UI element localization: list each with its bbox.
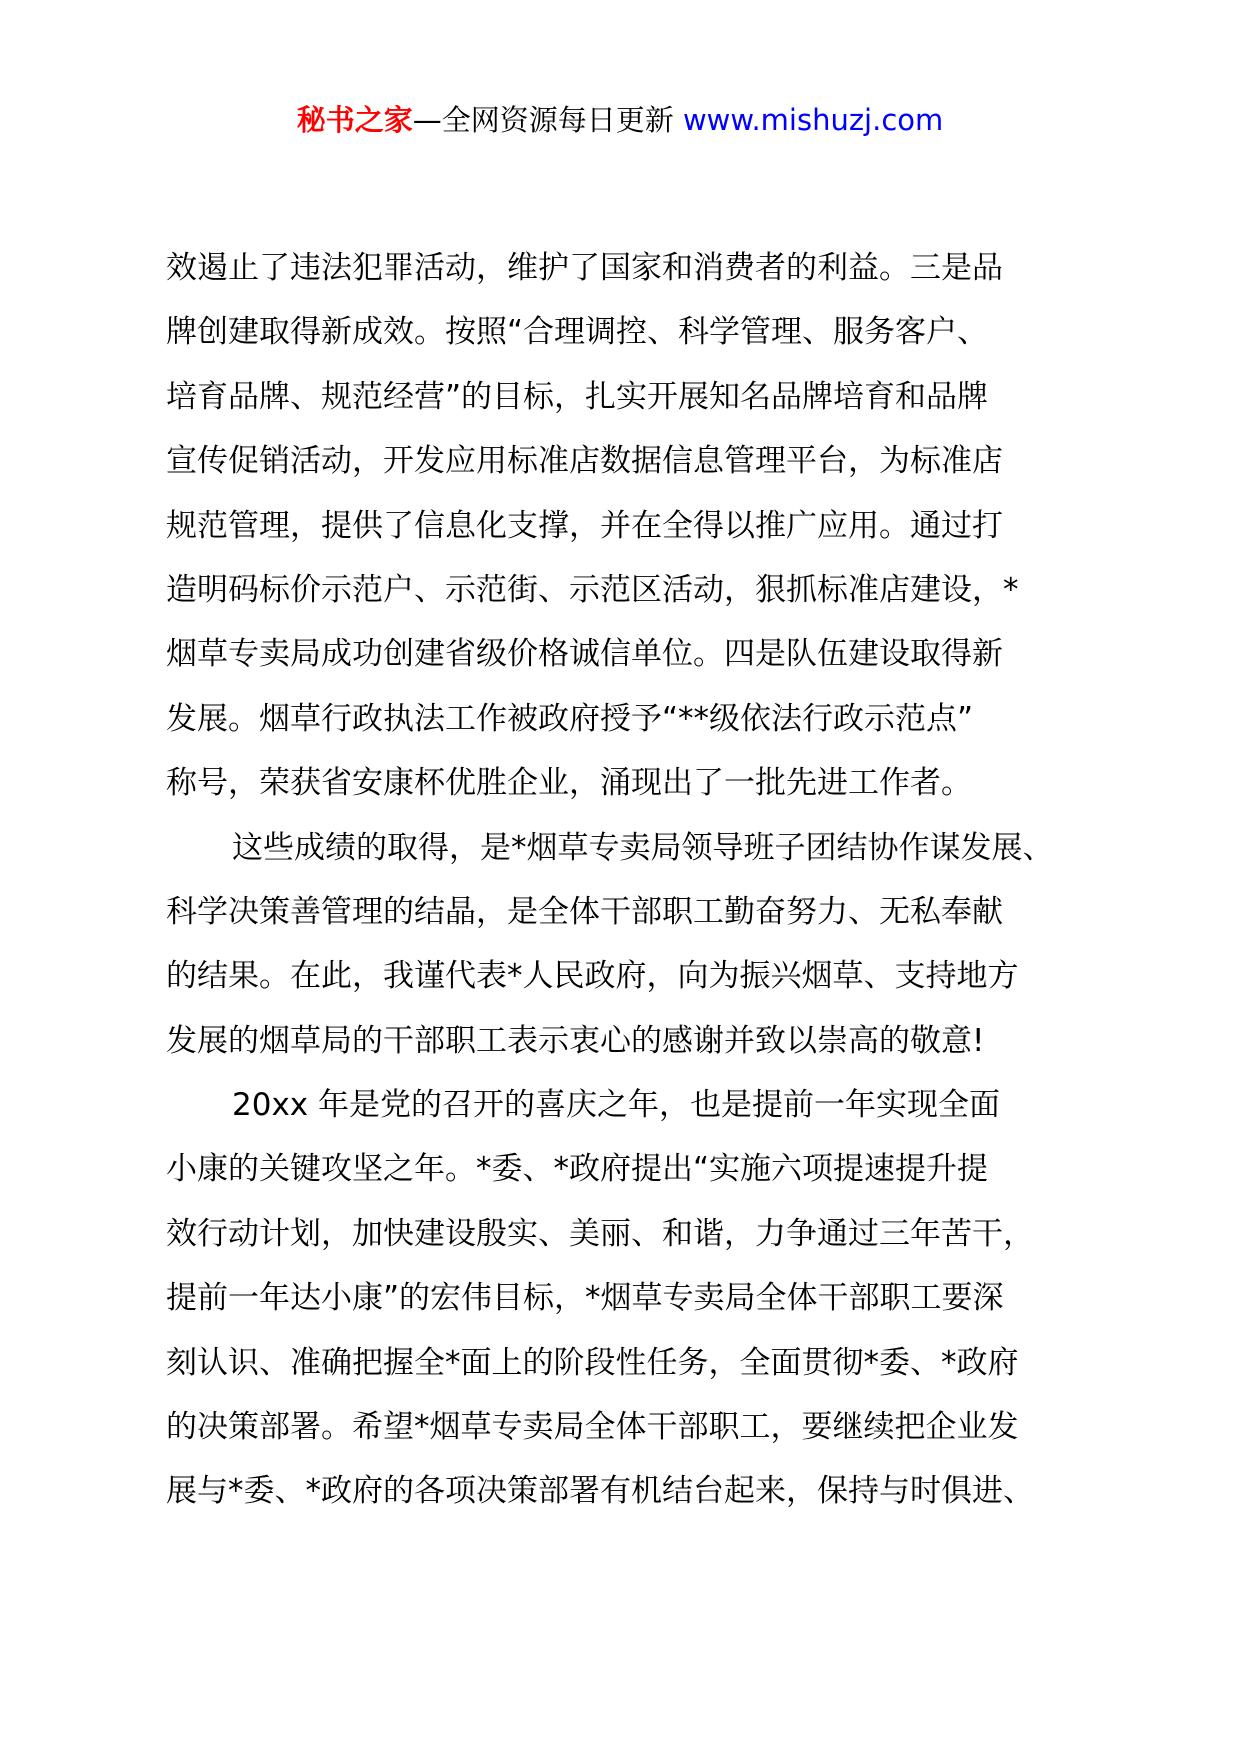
text-line: 刻认识、准确把握全*面上的阶段性任务，全面贯彻*委、*政府 [166, 1344, 1019, 1381]
text-line: 造明码标价示范户、示范街、示范区活动，狠抓标准店建设，* [166, 571, 1019, 608]
text-line: 展与*委、*政府的各项决策部署有机结台起来，保持与时俱进、 [166, 1473, 1034, 1510]
text-line: 提前一年达小康”的宏伟目标，*烟草专卖局全体干部职工要深 [166, 1280, 1004, 1317]
paragraph-first-line: 这些成绩的取得，是*烟草专卖局领导班子团结协作谋发展、 [232, 829, 1054, 866]
text-line: 规范管理，提供了信息化支撑，并在全得以推广应用。通过打 [166, 507, 1003, 544]
text-line: 科学决策善管理的结晶，是全体干部职工勤奋努力、无私奉献 [166, 893, 1003, 930]
text-line: 发展的烟草局的干部职工表示衷心的感谢并致以崇高的敬意! [166, 1022, 985, 1059]
text-line: 牌创建取得新成效。按照“合理调控、科学管理、服务客户、 [166, 314, 989, 351]
site-tagline: —全网资源每日更新 [412, 103, 683, 137]
site-url-link[interactable]: www.mishuzj.com [682, 103, 944, 137]
document-body [166, 236, 1126, 1524]
text-line: 称号，荣获省安康杯优胜企业，涌现出了一批先进工作者。 [166, 765, 972, 802]
page-header [0, 100, 1240, 140]
text-line: 培育品牌、规范经营”的目标，扎实开展知名品牌培育和品牌 [166, 378, 989, 415]
paragraph-first-line: 20xx 年是党的召开的喜庆之年，也是提前一年实现全面 [232, 1087, 1000, 1124]
text-line: 效行动计划，加快建设殷实、美丽、和谐，力争通过三年苦干， [166, 1215, 1034, 1252]
text-line: 发展。烟草行政执法工作被政府授予“**级依法行政示范点” [166, 700, 974, 737]
text-line: 宣传促销活动，开发应用标准店数据信息管理平台，为标准店 [166, 443, 1003, 480]
text-line: 烟草专卖局成功创建省级价格诚信单位。四是队伍建设取得新 [166, 636, 1003, 673]
text-line: 小康的关键攻坚之年。*委、*政府提出“实施六项提速提升提 [166, 1151, 989, 1188]
site-brand: 秘书之家 [296, 103, 413, 137]
text-line: 的决策部署。希望*烟草专卖局全体干部职工，要继续把企业发 [166, 1409, 1019, 1446]
text-line: 的结果。在此，我谨代表*人民政府，向为振兴烟草、支持地方 [166, 958, 1019, 995]
text-line: 效遏止了违法犯罪活动，维护了国家和消费者的利益。三是品 [166, 250, 1003, 286]
